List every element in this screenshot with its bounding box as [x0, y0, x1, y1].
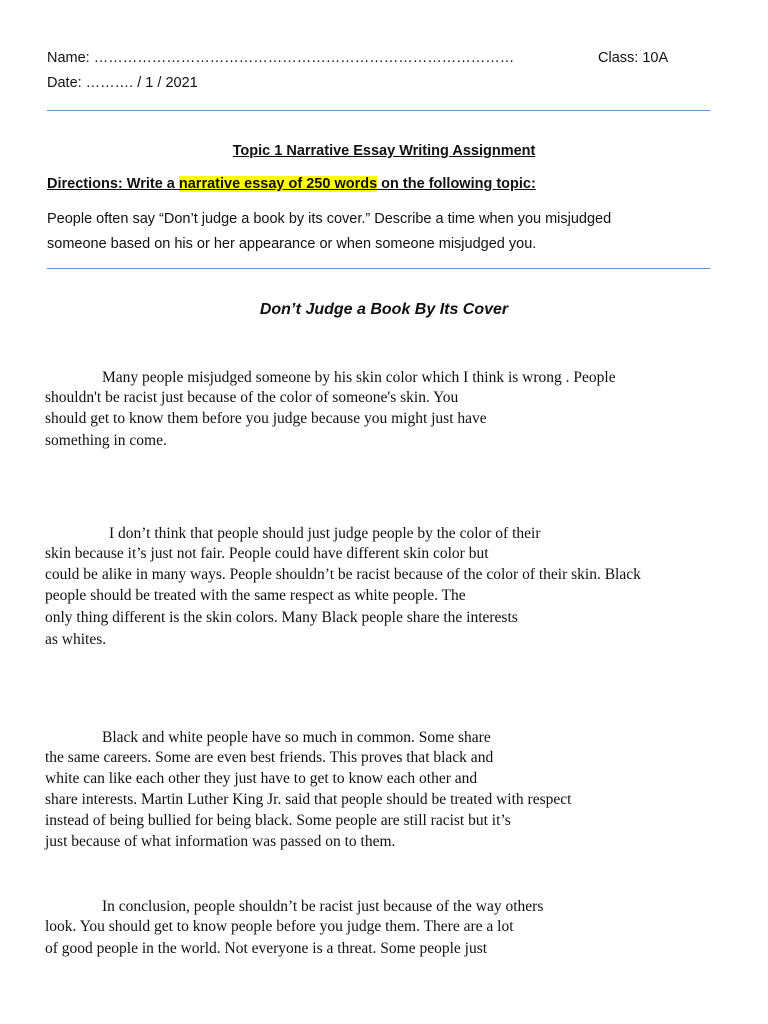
essay-line: people should be treated with the same respect as white people. The [45, 587, 466, 604]
essay-line: the same careers. Some are even best friends. This proves that black and [45, 749, 494, 766]
prompt-line-2: someone based on his or her appearance or when someone misjudged you. [47, 236, 537, 252]
essay-line: skin because it’s just not fair. People could have different skin color but [45, 545, 489, 562]
essay-line: of good people in the world. Not everyone is a threat. Some people just [45, 940, 488, 957]
class-label: Class: 10A [598, 50, 669, 66]
header-divider [47, 110, 710, 111]
essay-line: could be alike in many ways. People shouldn’t be racist because of the color of their skin. Black [45, 566, 641, 583]
essay-line: I don’t think that people should just judge people by the color of their [109, 525, 541, 542]
essay-line: look. You should get to know people before you judge them. There are a lot [45, 918, 514, 935]
prompt-line-1: People often say “Don’t judge a book by its cover.” Describe a time when you misjudged [47, 211, 612, 227]
essay-line: only thing different is the skin colors. Many Black people share the interests [45, 609, 518, 626]
date-field-label: Date: ………. / 1 / 2021 [47, 75, 198, 91]
topic-title [0, 143, 768, 159]
name-field-label: Name: …………………………………………………………………………… [47, 50, 515, 66]
essay-line: instead of being bullied for being black. Some people are still racist but it’s [45, 812, 511, 829]
essay-line: just because of what information was passed on to them. [45, 833, 396, 850]
directions-suffix: on the following topic: [377, 176, 536, 192]
directions-prefix: Directions: Write a [47, 176, 179, 192]
essay-line: Many people misjudged someone by his skin color which I think is wrong . People [102, 369, 616, 386]
directions-highlight: narrative essay of 250 words [178, 176, 378, 192]
essay-line: should get to know them before you judge because you might just have [45, 410, 487, 427]
essay-line: Black and white people have so much in common. Some share [102, 729, 491, 746]
essay-line: share interests. Martin Luther King Jr. said that people should be treated with respect [45, 791, 572, 808]
topic-title-text: Topic 1 Narrative Essay Writing Assignment [232, 143, 536, 159]
essay-line: In conclusion, people shouldn’t be racist just because of the way others [102, 898, 544, 915]
directions [47, 176, 536, 192]
essay-line: something in come. [45, 432, 167, 449]
essay-line: shouldn't be racist just because of the color of someone's skin. You [45, 389, 459, 406]
essay-line: as whites. [45, 631, 107, 648]
essay-title-text: Don’t Judge a Book By Its Cover [259, 301, 509, 318]
essay-title [0, 301, 768, 319]
prompt-divider [47, 268, 710, 269]
essay-line: white can like each other they just have to get to know each other and [45, 770, 478, 787]
